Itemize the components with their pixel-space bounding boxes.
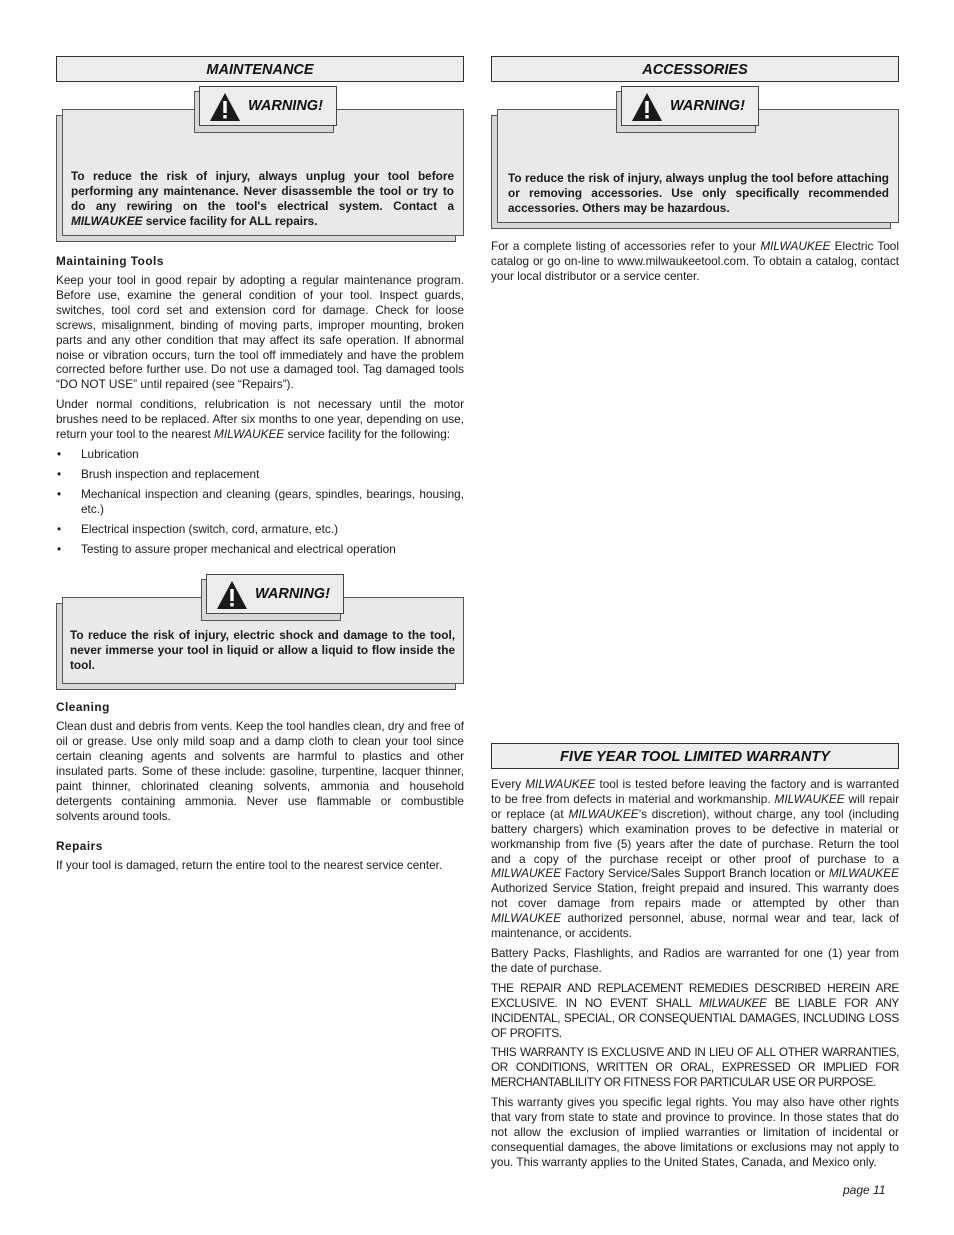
warning-tab: [199, 86, 337, 126]
warranty-header: FIVE YEAR TOOL LIMITED WARRANTY: [491, 743, 899, 769]
warning-text: To reduce the risk of injury, electric shock and damage to the tool, never immerse your tool in liquid or allow a liquid to flow inside the tool.: [70, 628, 455, 673]
accessories-header: ACCESSORIES: [491, 56, 899, 82]
accessories-warning-box: [491, 82, 899, 229]
list-item: • Electrical inspection (switch, cord, armature, etc.): [56, 522, 464, 537]
service-list: [56, 447, 464, 556]
warning-text: To reduce the risk of injury, always unplug your tool before performing any maintenance. Never disassemble the tool or try to do any rewiring on the tool's electrical system. Contact a MILWAUKEE service facility for ALL repairs.: [71, 169, 454, 228]
maintenance-header: MAINTENANCE: [56, 56, 464, 82]
cleaning-heading: Cleaning: [56, 700, 110, 715]
warranty-paragraph-3: THE REPAIR AND REPLACEMENT REMEDIES DESCRIBED HEREIN ARE EXCLUSIVE. IN NO EVENT SHALL MILWAUKEE BE LIABLE FOR ANY INCIDENTAL, SPECIAL, OR CONSEQUENTIAL DAMAGES, INCLUDING LOSS OF PROFITS.: [491, 980, 899, 1040]
warranty-paragraph-5: This warranty gives you specific legal rights. You may also have other rights that vary from state to state and province to province. In those states that do not allow the exclusion of implied warranties or limitation of incidental or consequential damages, the above limitations or exclusions may not apply to you. This warranty applies to the United States, Canada, and Mexico only.: [491, 1095, 899, 1169]
accessories-column: [491, 56, 900, 1169]
warning-triangle-icon: [208, 91, 242, 123]
warning-label: WARNING!: [670, 98, 745, 114]
warning-label: WARNING!: [248, 98, 323, 114]
maintaining-tools-heading: Maintaining Tools: [56, 254, 164, 268]
maintaining-paragraph: Keep your tool in good repair by adopting a regular maintenance program. Before use, examine the general condition of your tool. Inspect guards, switches, tool cord set and extension cord for damage. Check for loose screws, misalignment, binding of moving parts, improper mounting, broken parts and any other condition that may affect its safe operation. If abnormal noise or vibration occurs, turn the tool off immediately and have the problem corrected before further use. Do not use a damaged tool. Tag damaged tools “DO NOT USE” until repaired (see “Repairs”).: [56, 273, 464, 392]
maintenance-column: [56, 56, 464, 878]
repairs-paragraph: If your tool is damaged, return the entire tool to the nearest service center.: [56, 857, 443, 872]
warning-tab: [206, 574, 344, 614]
warning-triangle-icon: [215, 579, 249, 611]
warning-tab: [621, 86, 759, 126]
brand-name: MILWAUKEE: [71, 214, 143, 228]
repairs-heading: Repairs: [56, 838, 103, 853]
list-item: • Mechanical inspection and cleaning (gears, spindles, bearings, housing, etc.): [56, 487, 464, 517]
list-item: • Brush inspection and replacement: [56, 467, 464, 482]
warranty-body: [491, 777, 899, 1175]
immersion-warning-box: [56, 580, 464, 690]
warranty-paragraph-1: Every MILWAUKEE tool is tested before leaving the factory and is warranted to be free from defects in material and workmanship. MILWAUKEE will repair or replace (at MILWAUKEE’s discretion), without charge, any tool (including battery chargers) which examination proves to be defective in material or workmanship from five (5) years after the date of purchase. Return the tool and a copy of the purchase receipt or other proof of purchase to a MILWAUKEE Factory Service/Sales Support Branch location or MILWAUKEE Authorized Service Station, freight prepaid and insured. This warranty does not cover damage from repairs made or attempted by other than MILWAUKEE authorized personnel, abuse, normal wear and tear, lack of maintenance, or accidents.: [491, 777, 900, 941]
maintenance-warning-box: [56, 82, 464, 242]
list-item: • Testing to assure proper mechanical and electrical operation: [56, 542, 464, 557]
accessories-paragraph: For a complete listing of accessories refer to your MILWAUKEE Electric Tool catalog or go on-line to www.milwaukeetool.com. To obtain a catalog, contact your local distributor or a service center.: [491, 239, 899, 283]
warning-triangle-icon: [630, 91, 664, 123]
list-item: • Lubrication: [56, 447, 464, 462]
warranty-paragraph-2: Battery Packs, Flashlights, and Radios are warranted for one (1) year from the date of purchase.: [491, 945, 899, 975]
warranty-paragraph-4: THIS WARRANTY IS EXCLUSIVE AND IN LIEU OF ALL OTHER WARRANTIES, OR CONDITIONS, WRITTEN OR ORAL, EXPRESSED OR IMPLIED FOR MERCHANTABLILITY OR FITNESS FOR PARTICULAR USE OR PURPOSE.: [491, 1045, 899, 1090]
cleaning-paragraph: Clean dust and debris from vents. Keep the tool handles clean, dry and free of oil or grease. Use only mild soap and a damp cloth to clean your tool since certain cleaning agents and solvents are harmful to plastics and other insulated parts. Some of these include: gasoline, turpentine, lacquer thinner, paint thinner, chlorinated cleaning solvents, ammonia and household detergents containing ammonia. Never use flammable or combustible solvents around tools.: [56, 719, 464, 823]
warning-text: To reduce the risk of injury, always unplug the tool before attaching or removing accessories. Use only specifically recommended accessories. Others may be hazardous.: [508, 171, 889, 215]
warning-label: WARNING!: [255, 586, 330, 603]
page-number: page 11: [843, 1183, 886, 1197]
relubrication-paragraph: Under normal conditions, relubrication is not necessary until the motor brushes need to be replaced. After six months to one year, depending on use, return your tool to the nearest MILWAUKEE service facility for the following:: [56, 397, 464, 442]
